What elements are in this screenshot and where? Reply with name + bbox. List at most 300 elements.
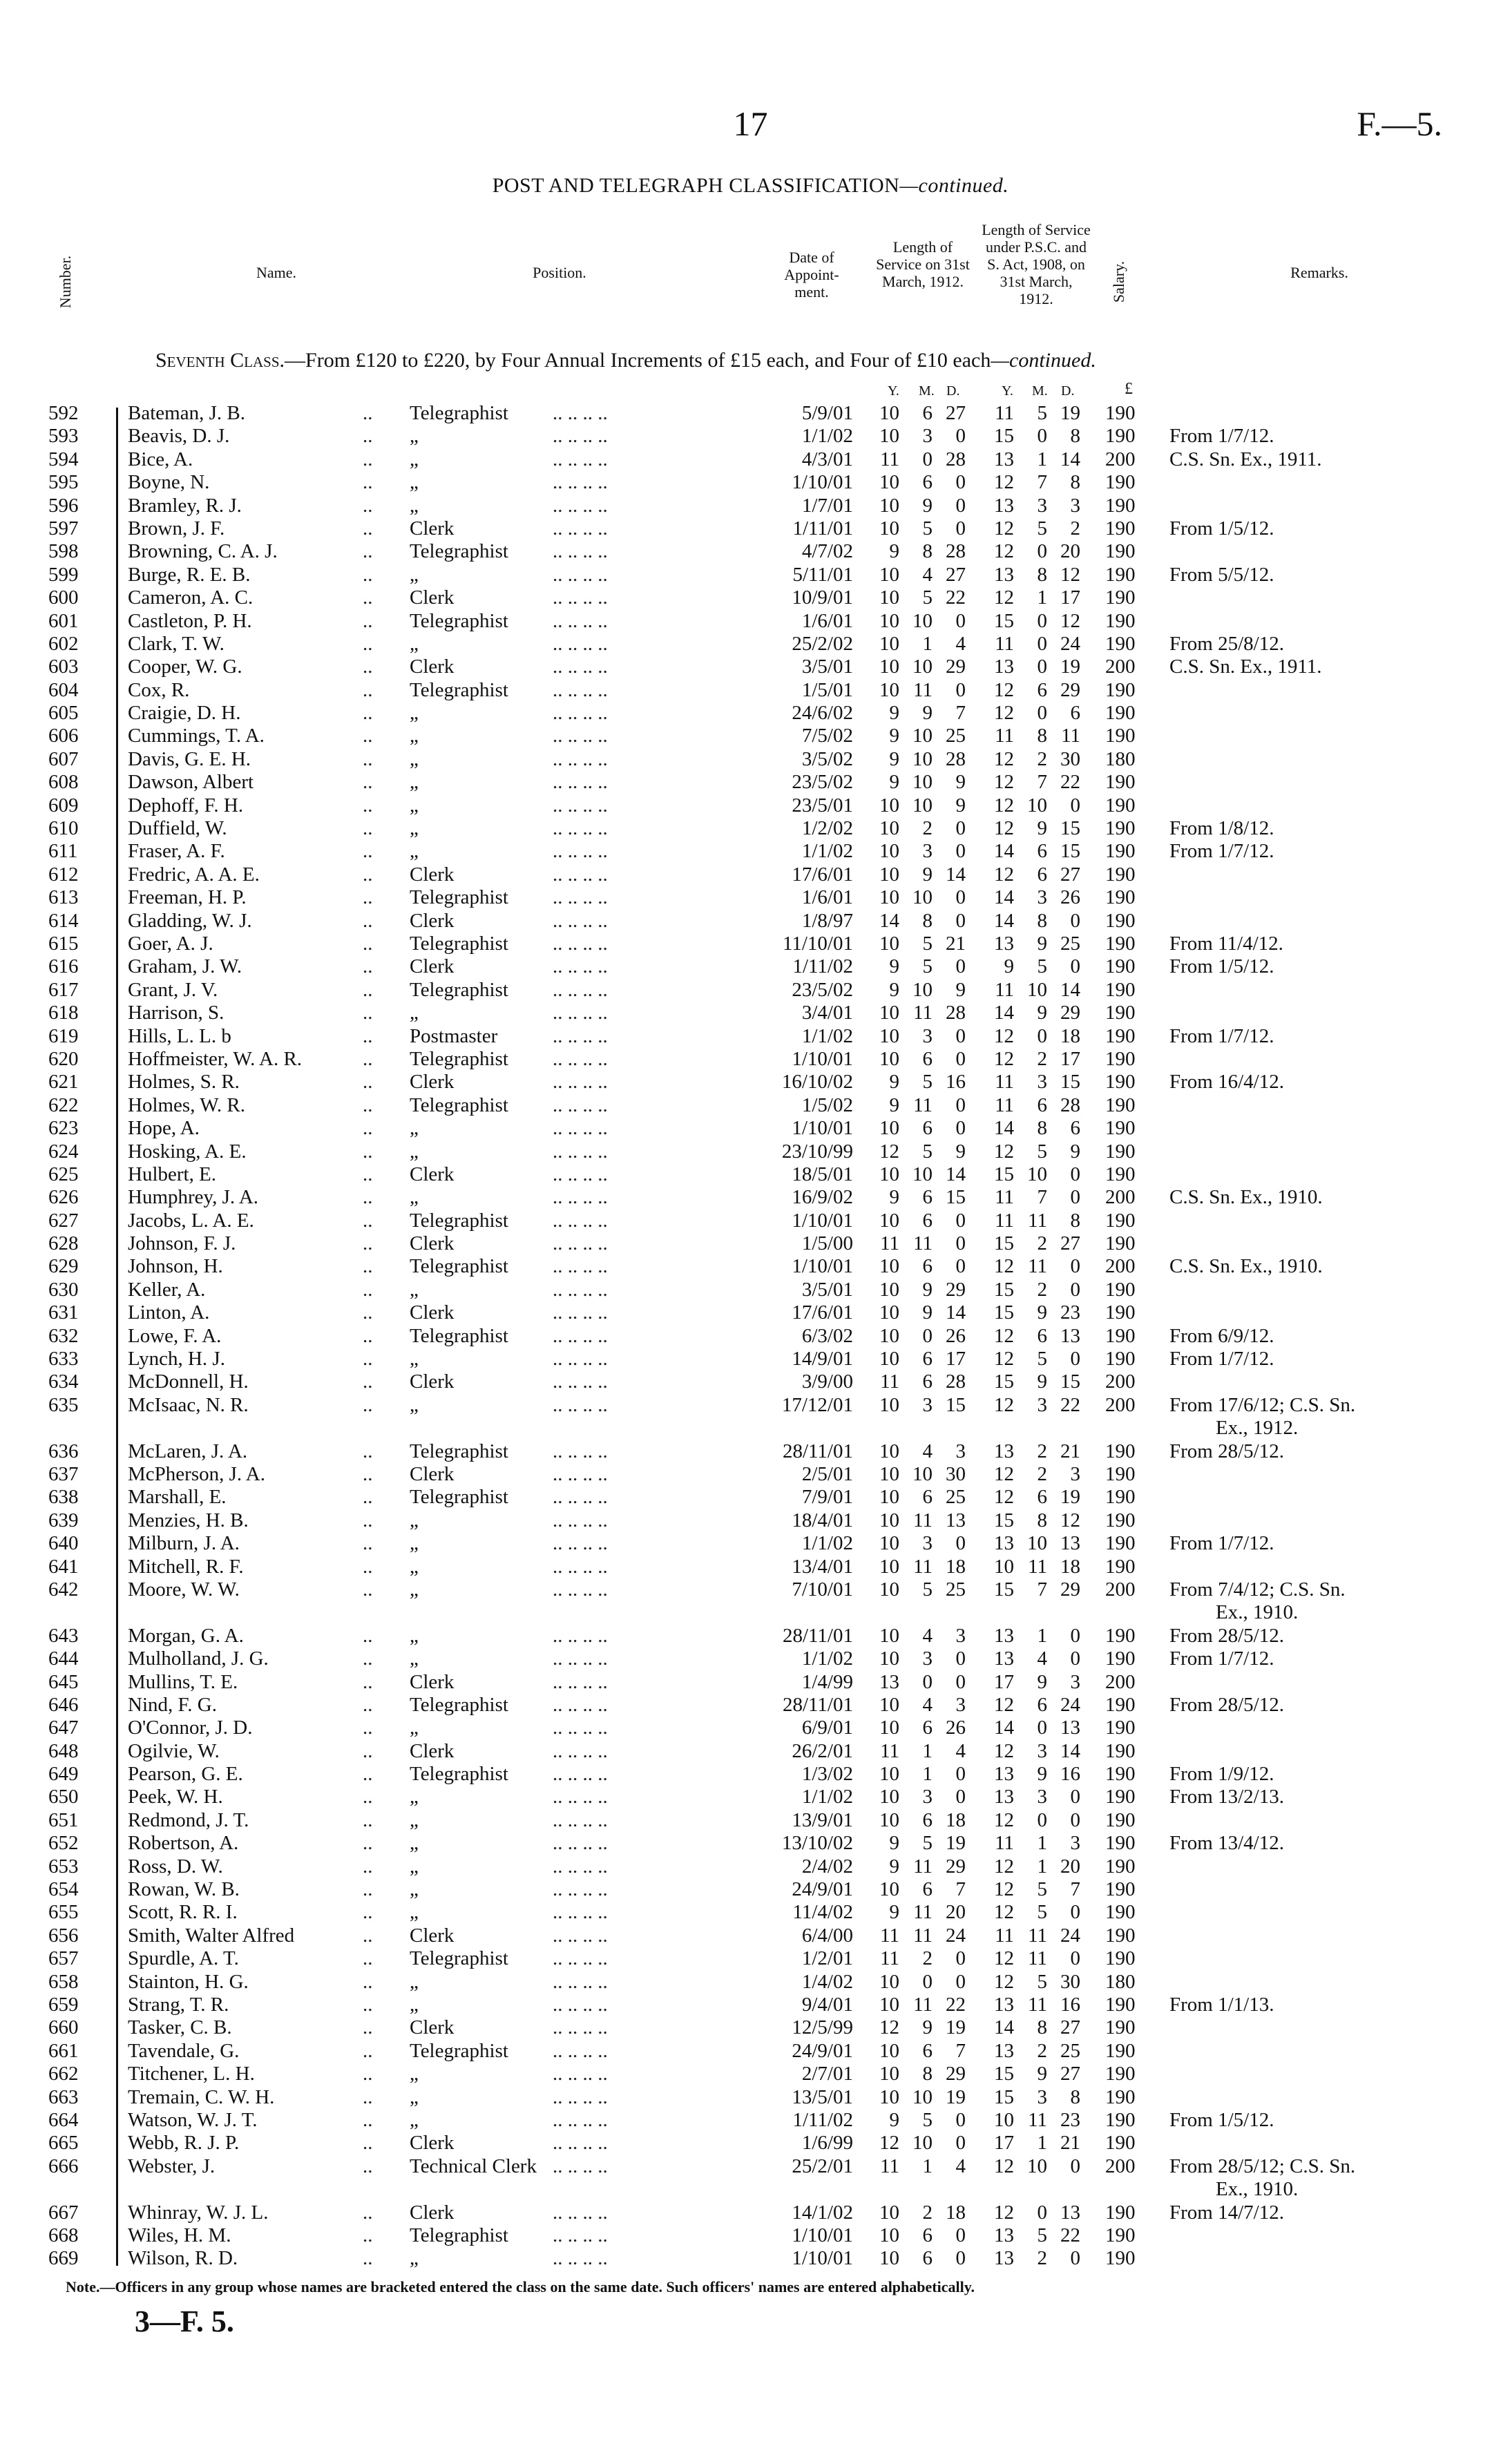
- row-number: 615: [48, 932, 79, 955]
- table-row: [0, 1901, 1501, 1924]
- row-psc-days: 0: [1070, 2155, 1080, 2177]
- leader-dots: ..: [363, 1693, 373, 1716]
- row-position: Telegraphist: [410, 1324, 508, 1347]
- leader-dots: ..: [363, 840, 373, 863]
- row-service-years: 10: [879, 1024, 899, 1047]
- row-service-months: 10: [912, 2132, 933, 2155]
- leader-dots: .. .. .. ..: [553, 1071, 608, 1093]
- table-row: [0, 1509, 1501, 1532]
- table-row: [0, 1971, 1501, 1994]
- row-name: Freeman, H. P.: [128, 886, 247, 909]
- row-remarks: From 1/7/12.: [1169, 1348, 1274, 1371]
- row-service-months: 6: [922, 1808, 933, 1831]
- row-psc-years: 12: [994, 1462, 1014, 1485]
- row-psc-days: 0: [1070, 1278, 1080, 1301]
- row-number: 665: [48, 2132, 79, 2155]
- row-position: „: [410, 1855, 419, 1878]
- row-remarks: From 5/5/12.: [1169, 563, 1274, 586]
- row-date: 12/5/99: [792, 2016, 853, 2039]
- leader-dots: .. .. .. ..: [553, 1047, 608, 1070]
- row-salary: 190: [1105, 563, 1136, 586]
- table-row: [0, 748, 1501, 771]
- row-service-days: 25: [946, 1578, 966, 1601]
- row-salary: 200: [1105, 2155, 1136, 2177]
- row-service-months: 0: [922, 448, 933, 470]
- leader-dots: .. .. .. ..: [553, 932, 608, 955]
- row-name: Gladding, W. J.: [128, 909, 252, 932]
- row-position: „: [410, 1878, 419, 1901]
- row-psc-months: 9: [1037, 1371, 1047, 1393]
- row-service-months: 6: [922, 1255, 933, 1278]
- leader-dots: .. .. .. ..: [553, 1509, 608, 1531]
- row-service-days: 25: [946, 1486, 966, 1509]
- table-row: [0, 633, 1501, 656]
- row-service-days: 0: [955, 840, 966, 863]
- row-remarks: From 1/5/12.: [1169, 517, 1274, 539]
- leader-dots: .. .. .. ..: [553, 1440, 608, 1462]
- column-header-length-psc: Length of Service under P.S.C. and S. Act, 1908, on 31st March, 1912.: [982, 221, 1091, 307]
- row-psc-years: 12: [994, 586, 1014, 609]
- row-number: 616: [48, 955, 79, 978]
- row-salary: 190: [1105, 1808, 1136, 1831]
- row-psc-months: 3: [1037, 1071, 1047, 1093]
- row-salary: 190: [1105, 1763, 1136, 1786]
- leader-dots: ..: [363, 2039, 373, 2062]
- leader-dots: ..: [363, 1301, 373, 1324]
- row-salary: 190: [1105, 494, 1136, 517]
- row-service-years: 10: [879, 817, 899, 840]
- row-psc-years: 15: [994, 1578, 1014, 1601]
- row-number: 614: [48, 909, 79, 932]
- row-service-years: 9: [889, 1093, 899, 1116]
- row-number: 598: [48, 540, 79, 563]
- row-service-years: 9: [889, 725, 899, 747]
- row-psc-months: 1: [1037, 586, 1047, 609]
- row-remarks: From 17/6/12; C.S. Sn.: [1169, 1393, 1356, 1416]
- row-service-days: 7: [955, 2039, 966, 2062]
- row-salary: 190: [1105, 955, 1136, 978]
- row-salary: 200: [1105, 1186, 1136, 1209]
- row-service-months: 6: [922, 1209, 933, 1232]
- table-row: [0, 1186, 1501, 1209]
- row-service-years: 10: [879, 678, 899, 701]
- row-salary: 190: [1105, 2016, 1136, 2039]
- leader-dots: ..: [363, 747, 373, 770]
- table-row: [0, 2086, 1501, 2109]
- row-psc-months: 2: [1037, 747, 1047, 770]
- row-psc-days: 21: [1060, 1440, 1080, 1462]
- row-remarks: From 28/5/12.: [1169, 1624, 1284, 1647]
- row-psc-months: 6: [1037, 840, 1047, 863]
- row-service-years: 10: [879, 1509, 899, 1531]
- leader-dots: ..: [363, 1462, 373, 1485]
- row-name: Webb, R. J. P.: [128, 2132, 240, 2155]
- leader-dots: ..: [363, 609, 373, 632]
- table-row: [0, 471, 1501, 494]
- row-salary: 200: [1105, 1578, 1136, 1601]
- row-service-months: 3: [922, 1786, 933, 1808]
- leader-dots: .. .. .. ..: [553, 1555, 608, 1578]
- row-name: Webster, J.: [128, 2155, 216, 2177]
- table-row: [0, 1694, 1501, 1717]
- row-service-months: 11: [913, 1993, 933, 2016]
- row-service-days: 0: [955, 817, 966, 840]
- row-position: Technical Clerk: [410, 2155, 537, 2177]
- leader-dots: .. .. .. ..: [553, 1024, 608, 1047]
- table-row: [0, 564, 1501, 586]
- table-row: [0, 1117, 1501, 1140]
- row-service-days: 0: [955, 609, 966, 632]
- row-position: „: [410, 1624, 419, 1647]
- row-number: 604: [48, 678, 79, 701]
- row-psc-months: 11: [1028, 1555, 1047, 1578]
- row-psc-years: 11: [995, 1093, 1014, 1116]
- row-psc-years: 13: [994, 1624, 1014, 1647]
- row-service-years: 10: [879, 2247, 899, 2270]
- row-salary: 190: [1105, 632, 1136, 655]
- row-remarks: From 25/8/12.: [1169, 632, 1284, 655]
- row-psc-days: 15: [1060, 817, 1080, 840]
- row-psc-months: 10: [1027, 1163, 1047, 1185]
- row-psc-months: 3: [1037, 494, 1047, 517]
- row-service-months: 10: [912, 747, 933, 770]
- row-service-days: 0: [955, 1255, 966, 1278]
- row-salary: 200: [1105, 448, 1136, 470]
- row-psc-days: 0: [1070, 909, 1080, 932]
- table-row: [0, 1255, 1501, 1278]
- row-psc-months: 3: [1037, 1393, 1047, 1416]
- leader-dots: ..: [363, 886, 373, 909]
- leader-dots: .. .. .. ..: [553, 1093, 608, 1116]
- row-service-months: 6: [922, 1047, 933, 1070]
- row-position: „: [410, 1832, 419, 1855]
- row-psc-months: 5: [1037, 1878, 1047, 1901]
- row-position: Telegraphist: [410, 1486, 508, 1509]
- leader-dots: .. .. .. ..: [553, 1532, 608, 1555]
- row-service-days: 0: [955, 1670, 966, 1693]
- row-psc-years: 15: [994, 2063, 1014, 2085]
- row-position: „: [410, 1348, 419, 1371]
- row-number: 630: [48, 1278, 79, 1301]
- row-service-years: 10: [879, 656, 899, 678]
- row-service-months: 3: [922, 1393, 933, 1416]
- row-remarks: From 1/7/12.: [1169, 1024, 1274, 1047]
- leader-dots: ..: [363, 702, 373, 725]
- row-psc-years: 15: [994, 1509, 1014, 1531]
- row-name: Lowe, F. A.: [128, 1324, 222, 1347]
- table-row: [0, 771, 1501, 794]
- row-psc-years: 13: [994, 1648, 1014, 1670]
- leader-dots: ..: [363, 1140, 373, 1163]
- row-psc-days: 0: [1070, 1947, 1080, 1970]
- row-number: 662: [48, 2063, 79, 2085]
- unit-y-1: Y.: [888, 383, 899, 399]
- row-name: Bramley, R. J.: [128, 494, 242, 517]
- row-date: 1/10/01: [792, 2224, 853, 2246]
- leader-dots: .. .. .. ..: [553, 2063, 608, 2085]
- row-salary: 190: [1105, 1555, 1136, 1578]
- row-number: 634: [48, 1371, 79, 1393]
- row-service-months: 8: [922, 540, 933, 563]
- row-position: „: [410, 425, 419, 448]
- row-psc-years: 11: [995, 632, 1014, 655]
- row-service-months: 10: [912, 656, 933, 678]
- leader-dots: .. .. .. ..: [553, 1117, 608, 1140]
- row-psc-months: 2: [1037, 1440, 1047, 1462]
- row-date: 1/5/02: [801, 1093, 853, 1116]
- row-date: 1/11/02: [792, 2108, 853, 2131]
- leader-dots: ..: [363, 1947, 373, 1970]
- row-service-years: 10: [879, 863, 899, 886]
- row-number: 632: [48, 1324, 79, 1347]
- row-psc-months: 2: [1037, 1047, 1047, 1070]
- row-number: 647: [48, 1717, 79, 1739]
- leader-dots: ..: [363, 1255, 373, 1278]
- row-position: Clerk: [410, 2016, 455, 2039]
- row-psc-months: 2: [1037, 1232, 1047, 1255]
- row-service-months: 4: [922, 1624, 933, 1647]
- row-date: 23/5/02: [792, 978, 853, 1001]
- row-psc-days: 28: [1060, 1093, 1080, 1116]
- row-psc-days: 0: [1070, 1786, 1080, 1808]
- row-psc-days: 13: [1060, 1532, 1080, 1555]
- row-salary: 190: [1105, 1278, 1136, 1301]
- row-service-months: 5: [922, 586, 933, 609]
- row-remarks: From 16/4/12.: [1169, 1071, 1284, 1093]
- row-service-years: 10: [879, 840, 899, 863]
- row-number: 596: [48, 494, 79, 517]
- row-date: 16/9/02: [792, 1186, 853, 1209]
- row-salary: 190: [1105, 2063, 1136, 2085]
- row-salary: 190: [1105, 1901, 1136, 1924]
- row-service-days: 17: [946, 1348, 966, 1371]
- row-name: Ogilvie, W.: [128, 1739, 220, 1762]
- row-name: Hosking, A. E.: [128, 1140, 247, 1163]
- row-service-days: 3: [955, 1693, 966, 1716]
- leader-dots: .. .. .. ..: [553, 1947, 608, 1970]
- row-psc-days: 17: [1060, 586, 1080, 609]
- row-service-years: 10: [879, 471, 899, 494]
- row-position: Clerk: [410, 1301, 455, 1324]
- row-salary: 190: [1105, 425, 1136, 448]
- row-psc-days: 2: [1070, 517, 1080, 539]
- row-psc-years: 15: [994, 1371, 1014, 1393]
- row-salary: 190: [1105, 840, 1136, 863]
- row-service-days: 3: [955, 1624, 966, 1647]
- row-service-years: 9: [889, 1901, 899, 1924]
- row-service-years: 9: [889, 2108, 899, 2131]
- leader-dots: ..: [363, 1047, 373, 1070]
- row-name: Morgan, G. A.: [128, 1624, 244, 1647]
- row-service-days: 25: [946, 725, 966, 747]
- row-service-years: 10: [879, 2224, 899, 2246]
- row-service-days: 0: [955, 494, 966, 517]
- row-psc-days: 13: [1060, 2201, 1080, 2224]
- row-salary: 190: [1105, 1624, 1136, 1647]
- row-salary: 200: [1105, 1670, 1136, 1693]
- row-position: Telegraphist: [410, 1255, 508, 1278]
- leader-dots: ..: [363, 2201, 373, 2224]
- row-service-days: 9: [955, 771, 966, 794]
- row-number: 619: [48, 1024, 79, 1047]
- row-date: 1/10/01: [792, 471, 853, 494]
- leader-dots: ..: [363, 1624, 373, 1647]
- table-row: [0, 1625, 1501, 1648]
- row-psc-days: 3: [1070, 494, 1080, 517]
- table-row: [0, 2224, 1501, 2247]
- row-psc-days: 3: [1070, 1832, 1080, 1855]
- row-salary: 190: [1105, 1648, 1136, 1670]
- row-number: 654: [48, 1878, 79, 1901]
- table-row: [0, 1210, 1501, 1232]
- row-date: 9/4/01: [801, 1993, 853, 2016]
- row-date: 1/1/02: [801, 1786, 853, 1808]
- column-header-remarks: Remarks.: [1290, 264, 1348, 281]
- row-psc-years: 12: [994, 540, 1014, 563]
- row-number: 601: [48, 609, 79, 632]
- row-salary: 190: [1105, 1324, 1136, 1347]
- row-number: 609: [48, 794, 79, 816]
- row-psc-months: 6: [1037, 863, 1047, 886]
- row-name: Whinray, W. J. L.: [128, 2201, 269, 2224]
- row-service-days: 18: [946, 1555, 966, 1578]
- row-name: Rowan, W. B.: [128, 1878, 240, 1901]
- row-service-years: 10: [879, 886, 899, 909]
- row-date: 1/5/00: [801, 1232, 853, 1255]
- column-header-length-service: Length of Service on 31st March, 1912.: [876, 238, 970, 290]
- row-name: Keller, A.: [128, 1278, 206, 1301]
- row-date: 18/5/01: [792, 1163, 853, 1185]
- table-row: [0, 1002, 1501, 1024]
- row-date: 1/4/02: [801, 1970, 853, 1993]
- row-name: Marshall, E.: [128, 1486, 227, 1509]
- leader-dots: .. .. .. ..: [553, 2085, 608, 2108]
- row-date: 4/3/01: [801, 448, 853, 470]
- row-service-years: 9: [889, 771, 899, 794]
- row-date: 7/9/01: [801, 1486, 853, 1509]
- row-service-days: 26: [946, 1717, 966, 1739]
- row-service-years: 10: [879, 586, 899, 609]
- row-psc-days: 24: [1060, 1924, 1080, 1947]
- row-salary: 190: [1105, 725, 1136, 747]
- row-position: Clerk: [410, 1739, 455, 1762]
- row-remarks: From 28/5/12; C.S. Sn.: [1169, 2155, 1356, 2177]
- row-psc-days: 19: [1060, 1486, 1080, 1509]
- row-date: 23/5/01: [792, 794, 853, 816]
- leader-dots: ..: [363, 1901, 373, 1924]
- class-description: —From £120 to £220, by Four Annual Increments of £15 each, and Four of £10 each: [285, 349, 991, 372]
- row-service-years: 10: [879, 1970, 899, 1993]
- leader-dots: .. .. .. ..: [553, 563, 608, 586]
- row-date: 1/10/01: [792, 1209, 853, 1232]
- row-position: Postmaster: [410, 1024, 498, 1047]
- leader-dots: ..: [363, 1578, 373, 1601]
- row-name: Milburn, J. A.: [128, 1532, 240, 1555]
- row-salary: 190: [1105, 1924, 1136, 1947]
- row-service-years: 10: [879, 1278, 899, 1301]
- row-psc-months: 10: [1027, 2155, 1047, 2177]
- leader-dots: .. .. .. ..: [553, 402, 608, 424]
- row-psc-years: 17: [994, 1670, 1014, 1693]
- row-position: „: [410, 1578, 419, 1601]
- row-number: 648: [48, 1739, 79, 1762]
- leader-dots: ..: [363, 725, 373, 747]
- row-position: „: [410, 747, 419, 770]
- row-number: 607: [48, 747, 79, 770]
- class-name: Seventh Class.: [155, 349, 285, 372]
- row-name: Robertson, A.: [128, 1832, 239, 1855]
- row-name: Pearson, G. E.: [128, 1763, 243, 1786]
- unit-pound: £: [1125, 380, 1133, 398]
- row-date: 17/12/01: [781, 1393, 853, 1416]
- row-service-days: 30: [946, 1462, 966, 1485]
- row-number: 656: [48, 1924, 79, 1947]
- leader-dots: .. .. .. ..: [553, 1808, 608, 1831]
- row-name: Peek, W. H.: [128, 1786, 223, 1808]
- leader-dots: ..: [363, 494, 373, 517]
- row-psc-years: 13: [994, 563, 1014, 586]
- row-psc-years: 13: [994, 448, 1014, 470]
- row-number: 622: [48, 1093, 79, 1116]
- row-name: Holmes, W. R.: [128, 1093, 245, 1116]
- row-psc-months: 3: [1037, 1739, 1047, 1762]
- row-psc-months: 0: [1037, 702, 1047, 725]
- row-number: 639: [48, 1509, 79, 1531]
- row-date: 1/4/99: [801, 1670, 853, 1693]
- row-psc-days: 30: [1060, 747, 1080, 770]
- row-date: 1/10/01: [792, 1047, 853, 1070]
- row-date: 1/6/01: [801, 609, 853, 632]
- row-service-days: 28: [946, 747, 966, 770]
- row-name: Humphrey, J. A.: [128, 1186, 259, 1209]
- leader-dots: ..: [363, 678, 373, 701]
- page-number: 17: [733, 104, 768, 143]
- row-date: 1/1/02: [801, 425, 853, 448]
- row-name: Beavis, D. J.: [128, 425, 230, 448]
- row-service-days: 28: [946, 1371, 966, 1393]
- row-service-months: 3: [922, 840, 933, 863]
- row-psc-months: 9: [1037, 2063, 1047, 2085]
- row-psc-days: 26: [1060, 886, 1080, 909]
- unit-y-2: Y.: [1002, 383, 1013, 399]
- row-date: 5/9/01: [801, 402, 853, 424]
- row-position: „: [410, 840, 419, 863]
- row-remarks: C.S. Sn. Ex., 1910.: [1169, 1255, 1323, 1278]
- row-psc-days: 29: [1060, 678, 1080, 701]
- row-position: Telegraphist: [410, 1947, 508, 1970]
- leader-dots: ..: [363, 1924, 373, 1947]
- row-service-months: 3: [922, 1024, 933, 1047]
- row-psc-days: 20: [1060, 540, 1080, 563]
- row-date: 25/2/01: [792, 2155, 853, 2177]
- row-date: 1/8/97: [801, 909, 853, 932]
- row-psc-years: 12: [994, 1855, 1014, 1878]
- row-service-years: 10: [879, 2085, 899, 2108]
- row-psc-months: 5: [1037, 1348, 1047, 1371]
- leader-dots: ..: [363, 771, 373, 794]
- row-date: 2/7/01: [801, 2063, 853, 2085]
- row-name: Titchener, L. H.: [128, 2063, 255, 2085]
- row-psc-months: 0: [1037, 656, 1047, 678]
- row-psc-days: 15: [1060, 1071, 1080, 1093]
- row-number: 669: [48, 2247, 79, 2270]
- leader-dots: .. .. .. ..: [553, 2224, 608, 2246]
- row-name: Bice, A.: [128, 448, 193, 470]
- row-service-months: 1: [922, 632, 933, 655]
- row-psc-days: 18: [1060, 1024, 1080, 1047]
- row-service-months: 11: [913, 1509, 933, 1531]
- leader-dots: .. .. .. ..: [553, 586, 608, 609]
